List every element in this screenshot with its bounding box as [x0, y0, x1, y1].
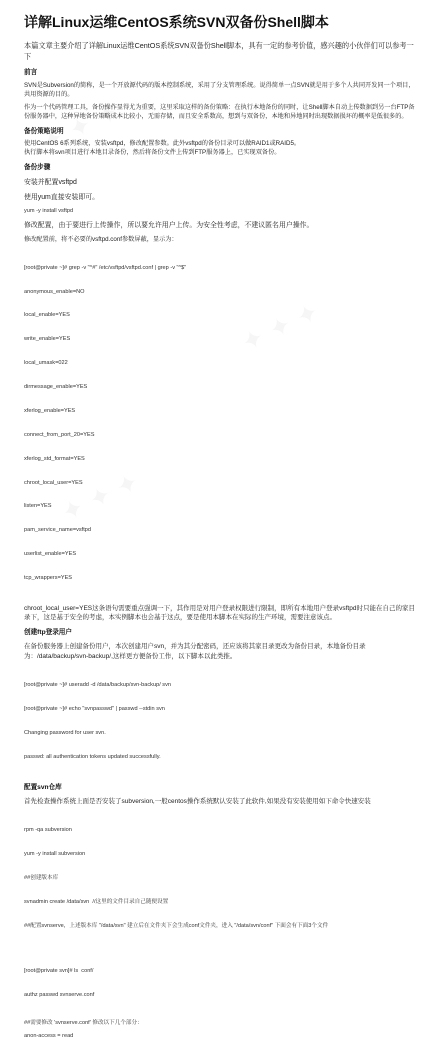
code-line: [root@private ~]# grep -v "^#" /etc/vsftpd/vsftpd.conf | grep -v "^$"	[24, 264, 187, 271]
code-line: local_enable=YES	[24, 312, 70, 319]
code-svnserve-note: ##需要修改 'svnserve.conf' 修改以下几个部分：	[24, 1020, 143, 1027]
code-conf-list	[24, 952, 418, 1016]
code-line: dirmessage_enable=YES	[24, 384, 88, 391]
paragraph: 执行脚本将svn项目进行本地目录备份，然后将备份文件上传到FTP服务器上，已实现双备份。	[24, 149, 281, 157]
code-line: pam_service_name=vsftpd	[24, 527, 92, 534]
code-line: Changing password for user svn.	[24, 729, 106, 736]
paragraph: SVN是Subversion的简称，是一个开放源代码的版本控制系统，采用了分支管理系统。说得简单一点SVN就是用于多个人共同开发同一个项目，共用资源的目的。	[24, 81, 415, 98]
code-line: authz passwd svnserve.conf	[24, 991, 95, 998]
code-line: xferlog_std_format=YES	[24, 455, 85, 462]
paragraph: 作为一个代码管理工具，备份操作显得尤为重要，这里采取这样的备份策略：在执行本地备份的同时，让Shell脚本自动上传数据到另一台FTP备份服务器中，这种异地备份策略成本比较小，无需存储，而且安全系数高，想到与双备份，本地和异地同时出现数据损坏的概率是低很多的。	[24, 103, 415, 120]
code-line: listen=YES	[24, 503, 52, 510]
code-vsftpd-config	[24, 249, 418, 599]
code-line: write_enable=YES	[24, 336, 71, 343]
code-line: local_umask=022	[24, 360, 68, 367]
section-heading-strategy: 备份策略说明	[24, 127, 64, 135]
code-line: [root@private ~]# useradd -d /data/backup/svn-backup/ svn	[24, 682, 172, 689]
article-intro: 本篇文章主要介绍了详解Linux运维CentOS系统SVN双备份Shell脚本，具有一定的参考价值，感兴趣的小伙伴们可以参考一下	[24, 40, 414, 61]
code-line: rpm -qa subversion	[24, 827, 72, 834]
code-anon-access: anon-access = read	[24, 1033, 74, 1040]
code-line: [root@private svn]# ls conf/	[24, 967, 94, 974]
section-heading-steps: 备份步骤	[24, 164, 51, 172]
paragraph: 首先检查操作系统上面是否安装了subversion,一般centos操作系统默认安装了此软件,如果没有安装使用如下命令快速安装	[24, 798, 371, 806]
code-line: connect_from_port_20=YES	[24, 431, 95, 438]
code-line: xferlog_enable=YES	[24, 407, 76, 414]
code-yum-install: yum -y install vsftpd	[24, 207, 74, 214]
code-line: anonymous_enable=NO	[24, 288, 85, 295]
paragraph: 在备份服务器上创建备份用户，本次创建用户svn，并为其分配密码，还应该将其家目录更改为备份目录，本地备份目录为：/data/backup/svn-backup/,这样更方便备份工作，以下脚本以此类推。	[24, 643, 366, 660]
chroot-note: chroot_local_user=YES这条语句需要重点强调一下，其作用是对用户登录权限进行限制，即所有本地用户登录vsftpd时只能在自己的家目录下，这是基于安全的考虑，本实例脚本也会基于这点，要是使用本脚本在实际的生产环境，需要注意该点。	[24, 604, 415, 622]
step-yum: 使用yum直接安装即可。	[24, 193, 100, 201]
code-line: ##配置svnserve，上述版本库 "/data/svn" 建立后在文件夹下会生成conf文件夹，进入 "/data/svn/conf" 下面会有下面3个文件	[24, 922, 329, 929]
modify-config: 修改配置，由于要进行上传操作，所以要允许用户上传。为安全性考虑，不建议匿名用户操作。	[24, 221, 314, 229]
step-install: 安装并配置vsftpd	[24, 178, 77, 186]
code-useradd	[24, 666, 418, 777]
section-heading-svn-repo: 配置svn仓库	[24, 783, 62, 791]
code-line: svnadmin create /data/svn //这里的文件目录自己随便设置	[24, 899, 169, 906]
code-svn-install	[24, 812, 418, 947]
code-line: userlist_enable=YES	[24, 551, 77, 558]
article-title: 详解Linux运维CentOS系统SVN双备份Shell脚本	[24, 14, 329, 30]
paragraph: 使用CentOS 6系列系统，安装vsftpd，修改配置参数。此外vsftpd的备份目录可以做RAID1或RAID5。	[24, 140, 301, 148]
code-line: yum -y install subversion	[24, 851, 86, 858]
section-heading-preface: 前言	[24, 69, 38, 77]
modify-default: 修改配置前，将不必要的vsftpd.conf参数屏蔽，显示为：	[24, 235, 178, 243]
section-heading-ftp-user: 创建ftp登录用户	[24, 628, 72, 636]
code-line: [root@private ~]# echo "svnpasswd" | passwd --stdin svn	[24, 705, 165, 712]
code-line: passwd: all authentication tokens updated successfully.	[24, 753, 161, 760]
code-line: chroot_local_user=YES	[24, 479, 83, 486]
code-line: tcp_wrappers=YES	[24, 575, 73, 582]
code-line: ##创建版本库	[24, 875, 59, 882]
